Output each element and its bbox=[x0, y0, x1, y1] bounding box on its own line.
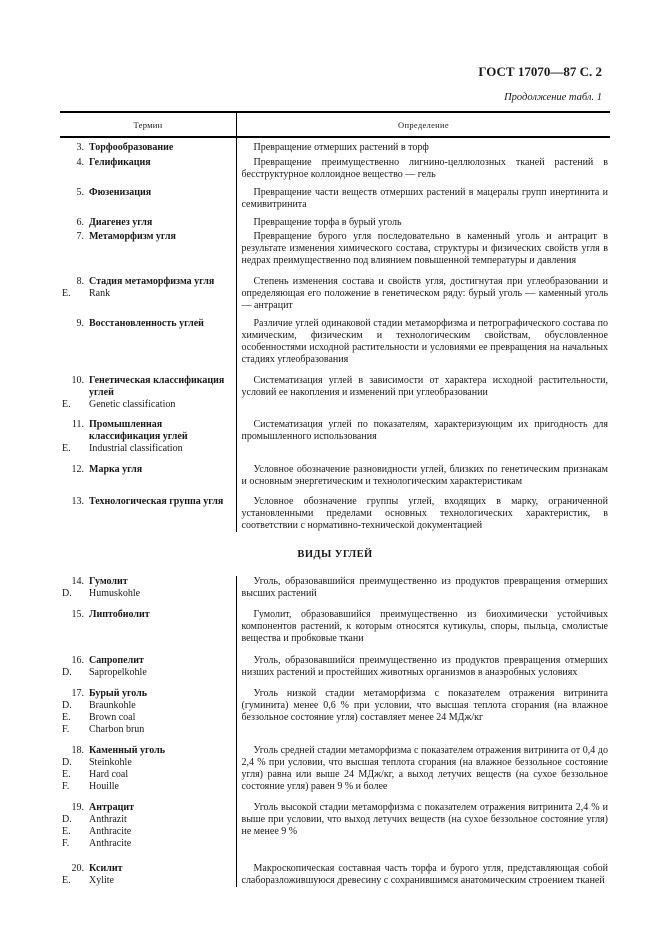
term-translation bbox=[60, 288, 232, 300]
term-label: Ксилит bbox=[89, 863, 123, 874]
term-translation bbox=[60, 838, 232, 850]
term-cell bbox=[60, 679, 236, 736]
translation-label: Humuskohle bbox=[89, 588, 141, 599]
language-prefix: D. bbox=[62, 700, 72, 711]
table-row bbox=[60, 679, 610, 736]
term-translation bbox=[60, 781, 232, 793]
row-number: 7. bbox=[76, 231, 84, 242]
row-number: 20. bbox=[71, 863, 84, 874]
language-prefix: F. bbox=[62, 724, 70, 735]
row-number: 12. bbox=[71, 464, 84, 475]
terms-table-part2 bbox=[60, 576, 610, 887]
definition-text: Превращение бурого угля последовательно в каменный уголь и антрацит в результате изменения химического состава, структуры и физических свойств угля в недрах преимущественно под влиянием повышенной температуры и давления bbox=[241, 231, 608, 266]
definition-cell bbox=[236, 366, 610, 411]
definition-text: Уголь низкой стадии метаморфизма с показателем отражения витринита (гуминита) менее 0,6 % при условии, что высшая теплота сгорания (на влажное беззольное состояние угля) составляет менее 24 МДж/кг bbox=[241, 688, 608, 723]
definition-cell bbox=[236, 576, 610, 600]
row-number: 6. bbox=[76, 217, 84, 228]
term-translation bbox=[60, 826, 232, 838]
term-label: Стадия метаморфизма угля bbox=[89, 276, 215, 287]
column-header-term: Термин bbox=[133, 119, 163, 130]
language-prefix: D. bbox=[62, 757, 72, 768]
definition-cell bbox=[236, 850, 610, 887]
term-cell bbox=[60, 229, 236, 267]
term-cell bbox=[60, 455, 236, 488]
definition-cell bbox=[236, 679, 610, 736]
definition-text: Условное обозначение группы углей, входящих в марку, ограниченной установленными пределами основных технологических характеристик, в соответствии с нормативно-технической документацией bbox=[241, 496, 608, 531]
definition-text: Различие углей одинаковой стадии метаморфизма и петрографического состава по химическим, физическим и технологическим свойствам, обусловленное особенностями исходной растительности и условиями ее превращения на начальных стадиях углеобразования bbox=[241, 318, 608, 365]
term-label: Марка угля bbox=[89, 464, 143, 475]
term-main-line bbox=[60, 688, 232, 700]
term-label: Торфообразование bbox=[89, 142, 174, 153]
term-cell bbox=[60, 154, 236, 181]
definition-cell bbox=[236, 312, 610, 366]
language-prefix: E. bbox=[62, 399, 71, 410]
table-row bbox=[60, 312, 610, 366]
translation-label: Charbon brun bbox=[89, 724, 145, 735]
term-label: Диагенез угля bbox=[89, 217, 153, 228]
definition-cell bbox=[236, 267, 610, 312]
definition-cell bbox=[236, 211, 610, 229]
term-main-line bbox=[60, 464, 232, 476]
language-prefix: E. bbox=[62, 826, 71, 837]
term-cell bbox=[60, 366, 236, 411]
term-main-line bbox=[60, 217, 232, 229]
term-translation bbox=[60, 700, 232, 712]
term-label: Каменный уголь bbox=[89, 745, 166, 756]
table-row bbox=[60, 229, 610, 267]
language-prefix: E. bbox=[62, 443, 71, 454]
table-row bbox=[60, 267, 610, 312]
term-translation bbox=[60, 724, 232, 736]
term-label: Генетическая классификация углей bbox=[89, 375, 225, 398]
translation-label: Anthracite bbox=[89, 838, 132, 849]
row-number: 11. bbox=[71, 419, 84, 430]
table-row bbox=[60, 600, 610, 645]
language-prefix: E. bbox=[62, 769, 71, 780]
definition-cell bbox=[236, 154, 610, 181]
definition-cell bbox=[236, 793, 610, 850]
term-main-line bbox=[60, 375, 232, 399]
definition-cell bbox=[236, 181, 610, 211]
term-main-line bbox=[60, 745, 232, 757]
term-main-line bbox=[60, 419, 232, 443]
row-number: 10. bbox=[71, 375, 84, 386]
term-cell bbox=[60, 411, 236, 455]
language-prefix: F. bbox=[62, 838, 70, 849]
definition-text: Уголь высокой стадии метаморфизма с показателем отражения витринита 2,4 % и выше при условии, что выход летучих веществ (на сухое беззольное состояние угля) не менее 9 % bbox=[241, 802, 608, 837]
table-row bbox=[60, 181, 610, 211]
term-translation bbox=[60, 875, 232, 887]
translation-label: Industrial classification bbox=[89, 443, 183, 454]
term-cell bbox=[60, 267, 236, 312]
language-prefix: D. bbox=[62, 588, 72, 599]
definition-text: Превращение части веществ отмерших растений в мацералы групп инертинита и семивитринита bbox=[241, 187, 608, 210]
row-number: 5. bbox=[76, 187, 84, 198]
row-number: 14. bbox=[71, 576, 84, 587]
definition-text: Макроскопическая составная часть торфа и бурого угля, представляющая собой слаборазложившуюся древесину с сохранившимся анатомическим строением тканей bbox=[241, 863, 608, 886]
term-label: Липтобиолит bbox=[89, 609, 150, 620]
translation-label: Anthrazit bbox=[89, 814, 127, 825]
table-row bbox=[60, 138, 610, 154]
table-row bbox=[60, 645, 610, 679]
table-row bbox=[60, 211, 610, 229]
table-row bbox=[60, 154, 610, 181]
term-translation bbox=[60, 769, 232, 781]
term-main-line bbox=[60, 576, 232, 588]
row-number: 19. bbox=[71, 802, 84, 813]
definition-cell bbox=[236, 229, 610, 267]
terms-table-part1 bbox=[60, 138, 610, 532]
term-main-line bbox=[60, 142, 232, 154]
translation-label: Brown coal bbox=[89, 712, 136, 723]
definition-cell bbox=[236, 455, 610, 488]
doc-reference: ГОСТ 17070—87 С. 2 bbox=[478, 64, 602, 79]
definition-text: Систематизация углей по показателям, характеризующим их пригодность для промышленного использования bbox=[241, 419, 608, 442]
definition-text: Гумолит, образовавшийся преимущественно из биохимически устойчивых компонентов растений, к которым относятся кутикулы, споры, пыльца, смолистые вещества и пробковые ткани bbox=[241, 609, 608, 644]
term-label: Технологическая группа угля bbox=[89, 496, 224, 507]
term-label: Восстановленность углей bbox=[89, 318, 204, 329]
definition-cell bbox=[236, 411, 610, 455]
term-cell bbox=[60, 488, 236, 532]
term-cell bbox=[60, 645, 236, 679]
definition-cell bbox=[236, 645, 610, 679]
definition-text: Превращение преимущественно лигнино-целлюлозных тканей растений в бесструктурное коллоидное вещество — гель bbox=[241, 157, 608, 180]
definition-text: Степень изменения состава и свойств угля, достигнутая при углеобразовании и определяющая его положение в генетическом ряду: бурый уголь — каменный уголь — антрацит bbox=[241, 276, 608, 311]
row-number: 4. bbox=[76, 157, 84, 168]
term-main-line bbox=[60, 609, 232, 621]
table-row bbox=[60, 366, 610, 411]
language-prefix: D. bbox=[62, 667, 72, 678]
translation-label: Houille bbox=[89, 781, 119, 792]
term-label: Гелификация bbox=[89, 157, 151, 168]
term-label: Бурый уголь bbox=[89, 688, 148, 699]
language-prefix: E. bbox=[62, 875, 71, 886]
row-number: 8. bbox=[76, 276, 84, 287]
term-main-line bbox=[60, 496, 232, 508]
table-row bbox=[60, 488, 610, 532]
table-header bbox=[60, 111, 610, 138]
term-main-line bbox=[60, 318, 232, 330]
translation-label: Genetic classification bbox=[89, 399, 176, 410]
term-cell bbox=[60, 181, 236, 211]
term-translation bbox=[60, 667, 232, 679]
row-number: 13. bbox=[71, 496, 84, 507]
definition-text: Уголь, образовавшийся преимущественно из продуктов превращения отмерших низших растений и простейших животных организмов в анаэробных условиях bbox=[241, 655, 608, 678]
term-label: Антрацит bbox=[89, 802, 135, 813]
term-cell bbox=[60, 793, 236, 850]
term-label: Гумолит bbox=[89, 576, 128, 587]
definition-text: Уголь средней стадии метаморфизма с показателем отражения витринита от 0,4 до 2,4 % при условии, что высшая теплота сгорания (на влажное беззольное состояние угля) равна или выше 24 МДж/кг, а выход летучих веществ (на сухое беззольное состояние угля) равен 9 % и более bbox=[241, 745, 608, 792]
term-translation bbox=[60, 757, 232, 769]
table-row bbox=[60, 576, 610, 600]
table-row bbox=[60, 793, 610, 850]
definition-cell bbox=[236, 488, 610, 532]
row-number: 3. bbox=[76, 142, 84, 153]
term-translation bbox=[60, 814, 232, 826]
row-number: 16. bbox=[71, 655, 84, 666]
translation-label: Anthracite bbox=[89, 826, 132, 837]
row-number: 15. bbox=[71, 609, 84, 620]
translation-label: Braunkohle bbox=[89, 700, 136, 711]
definition-text: Уголь, образовавшийся преимущественно из продуктов превращения отмерших высших растений bbox=[241, 576, 608, 599]
language-prefix: E. bbox=[62, 712, 71, 723]
table-row bbox=[60, 411, 610, 455]
term-translation bbox=[60, 712, 232, 724]
translation-label: Rank bbox=[89, 288, 111, 299]
translation-label: Xylite bbox=[89, 875, 114, 886]
term-translation bbox=[60, 588, 232, 600]
row-number: 17. bbox=[71, 688, 84, 699]
translation-label: Steinkohle bbox=[89, 757, 132, 768]
definition-text: Превращение торфа в бурый уголь bbox=[253, 217, 402, 228]
table-row bbox=[60, 736, 610, 793]
definition-text: Превращение отмерших растений в торф bbox=[253, 142, 429, 153]
table-row bbox=[60, 455, 610, 488]
column-header-definition: Определение bbox=[236, 113, 610, 136]
definition-text: Систематизация углей в зависимости от характера исходной растительности, условий ее накопления и изменений при углеобразовании bbox=[241, 375, 608, 398]
term-translation bbox=[60, 443, 232, 455]
definition-cell bbox=[236, 736, 610, 793]
term-main-line bbox=[60, 863, 232, 875]
row-number: 9. bbox=[76, 318, 84, 329]
translation-label: Hard coal bbox=[89, 769, 129, 780]
term-main-line bbox=[60, 655, 232, 667]
term-main-line bbox=[60, 187, 232, 199]
row-number: 18. bbox=[71, 745, 84, 756]
term-cell bbox=[60, 850, 236, 887]
definition-cell bbox=[236, 600, 610, 645]
term-cell bbox=[60, 600, 236, 645]
definition-cell bbox=[236, 138, 610, 154]
term-cell bbox=[60, 736, 236, 793]
term-label: Промышленная классификация углей bbox=[89, 419, 188, 442]
page-content bbox=[60, 0, 610, 887]
table-row bbox=[60, 850, 610, 887]
term-translation bbox=[60, 399, 232, 411]
section-title: ВИДЫ УГЛЕЙ bbox=[297, 549, 373, 560]
language-prefix: D. bbox=[62, 814, 72, 825]
language-prefix: F. bbox=[62, 781, 70, 792]
term-label: Сапропелит bbox=[89, 655, 144, 666]
term-main-line bbox=[60, 157, 232, 169]
term-main-line bbox=[60, 276, 232, 288]
term-cell bbox=[60, 211, 236, 229]
term-main-line bbox=[60, 231, 232, 243]
term-main-line bbox=[60, 802, 232, 814]
term-label: Метаморфизм угля bbox=[89, 231, 176, 242]
definition-text: Условное обозначение разновидности углей, близких по генетическим признакам и основным энергетическим и технологическим характеристикам bbox=[241, 464, 608, 487]
term-label: Фюзенизация bbox=[89, 187, 152, 198]
translation-label: Sapropelkohle bbox=[89, 667, 147, 678]
term-cell bbox=[60, 576, 236, 600]
term-cell bbox=[60, 312, 236, 366]
table-continuation-label: Продолжение табл. 1 bbox=[504, 92, 602, 103]
term-cell bbox=[60, 138, 236, 154]
language-prefix: E. bbox=[62, 288, 71, 299]
